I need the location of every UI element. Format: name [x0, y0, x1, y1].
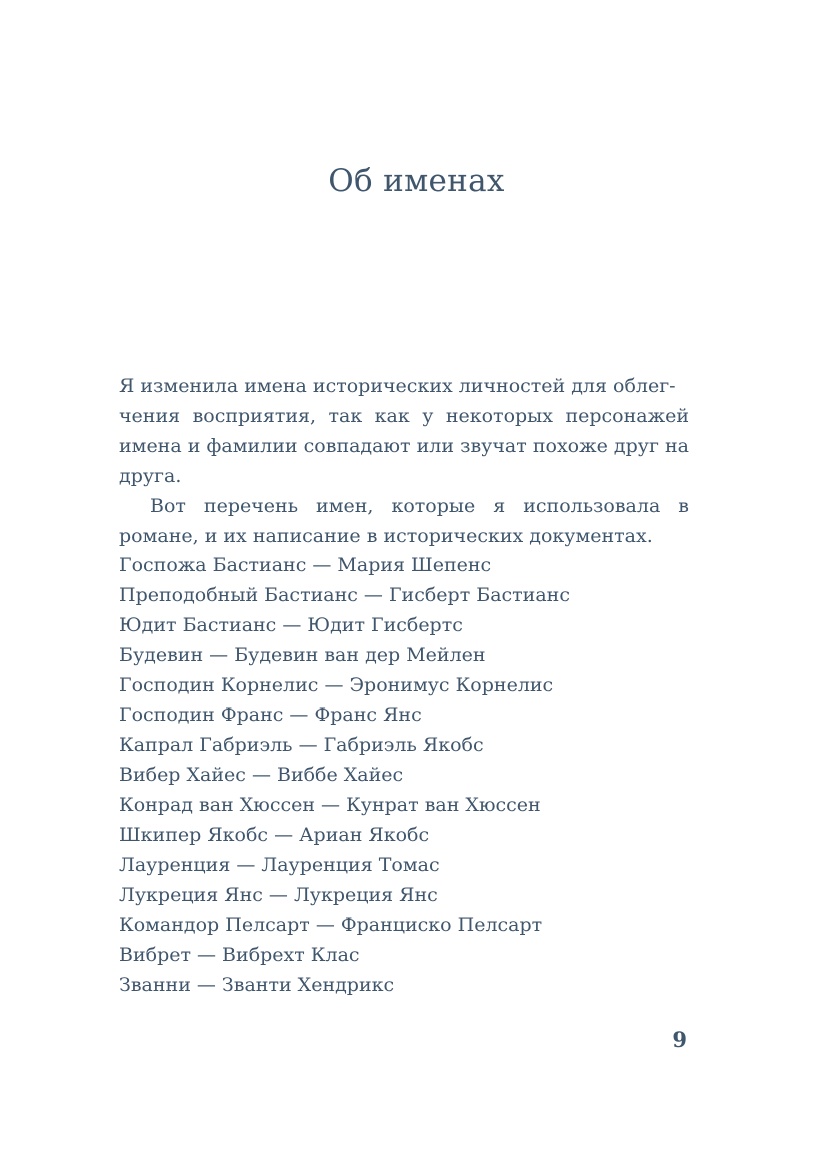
list-item: Командор Пелсарт — Франциско Пелсарт	[119, 914, 543, 936]
list-item: Господин Франс — Франс Янс	[119, 704, 422, 726]
list-item: Вибер Хайес — Виббе Хайес	[119, 764, 404, 786]
list-item: Вибрет — Вибрехт Клас	[119, 944, 360, 966]
list-item: Будевин — Будевин ван дер Мейлен	[119, 644, 486, 666]
list-item: Шкипер Якобс — Ариан Якобс	[119, 824, 430, 846]
page-number: 9	[672, 1027, 687, 1052]
list-item: Юдит Бастианс — Юдит Гисбертс	[119, 614, 463, 636]
list-item: Лауренция — Лауренция Томас	[119, 854, 440, 876]
intro-paragraph-2: Вот перечень имен, которые я использовала в романе, и их написание в исторических документах.	[119, 495, 689, 547]
list-item: Капрал Габриэль — Габриэль Якобс	[119, 734, 484, 756]
intro-text	[119, 371, 689, 551]
list-item: Преподобный Бастианс — Гисберт Бастианс	[119, 584, 570, 606]
list-item: Госпожа Бастианс — Мария Шепенс	[119, 554, 492, 576]
names-list	[119, 550, 570, 1000]
list-item: Званни — Званти Хендрикс	[119, 974, 395, 996]
page-title: Об именах	[328, 163, 505, 199]
intro-paragraph-1: Я изменила имена исторических личностей для облег- чения восприятия, так как у некоторых персонажей имена и фамилии совпадают или звучат похоже друг на друга.	[119, 375, 689, 487]
list-item: Лукреция Янс — Лукреция Янс	[119, 884, 438, 906]
list-item: Господин Корнелис — Эронимус Корнелис	[119, 674, 554, 696]
list-item: Конрад ван Хюссен — Кунрат ван Хюссен	[119, 794, 541, 816]
